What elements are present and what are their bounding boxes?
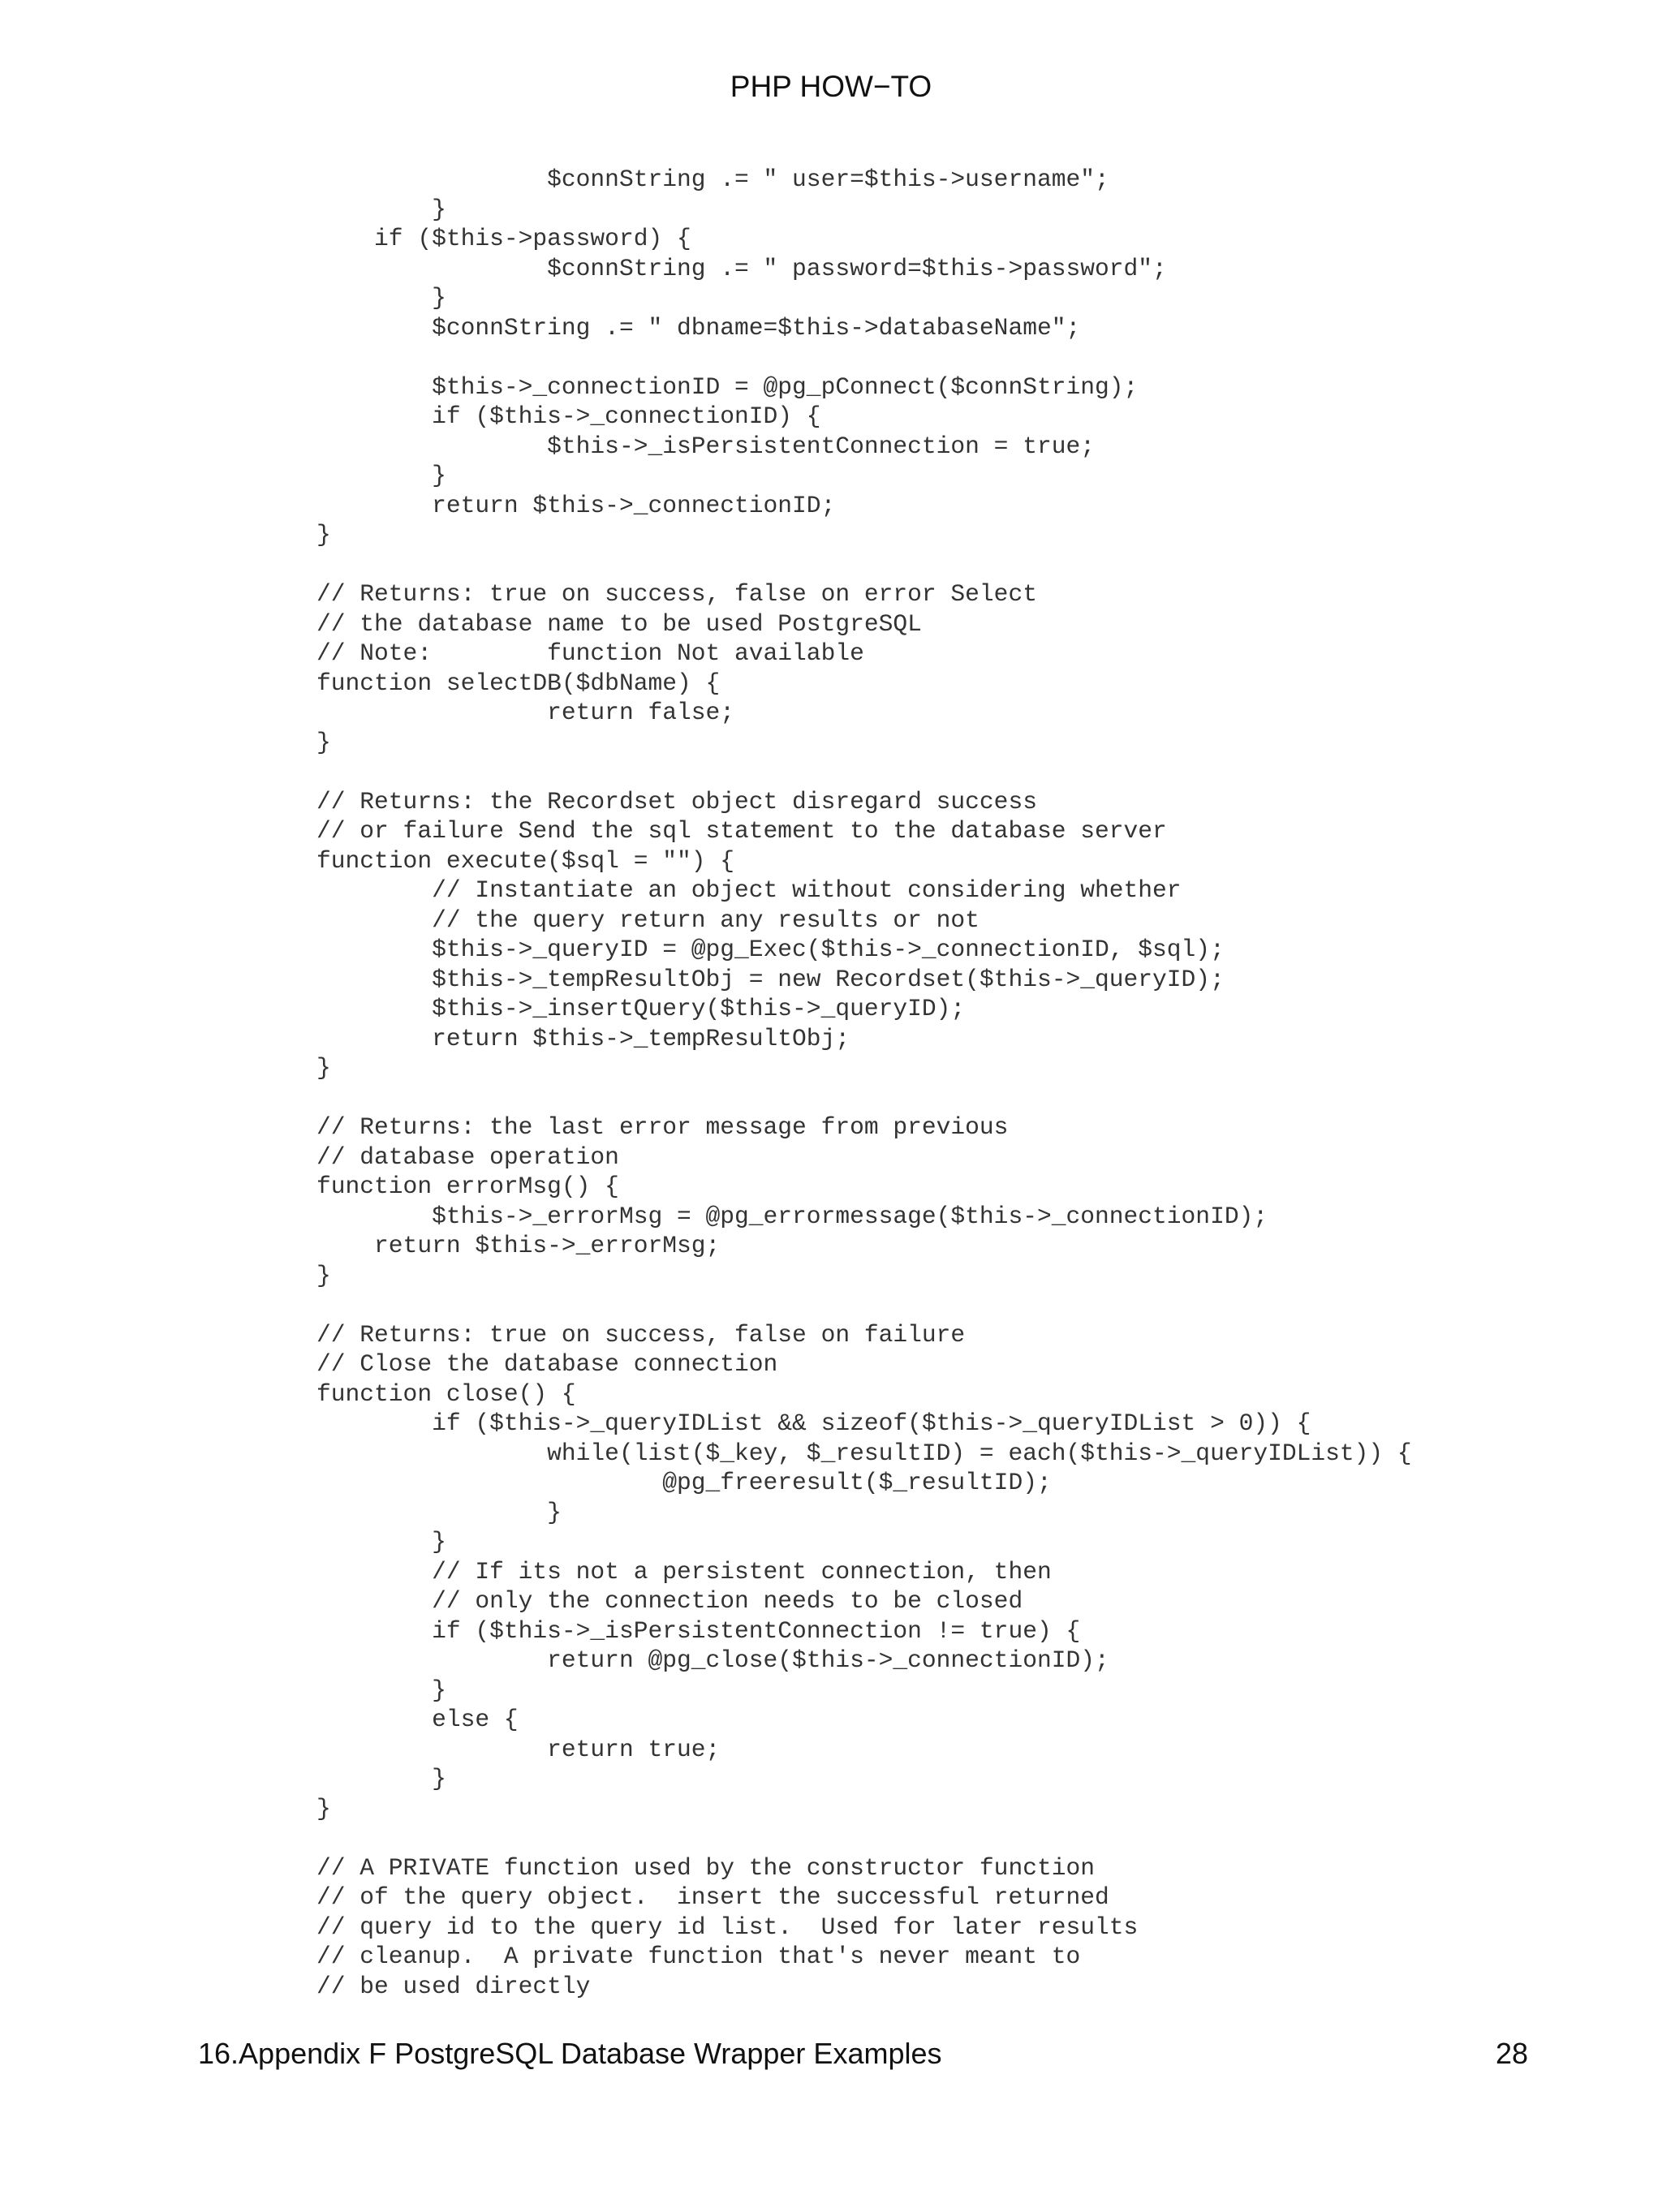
code-line: } (316, 1261, 331, 1289)
code-line: } (316, 1498, 562, 1526)
code-line: // or failure Send the sql statement to the database server (316, 817, 1167, 845)
page-number: 28 (1495, 2037, 1528, 2070)
code-line: } (316, 728, 331, 756)
code-line (316, 1823, 1412, 1853)
code-line (316, 342, 1412, 372)
code-line: $this->_connectionID = @pg_pConnect($connString); (316, 372, 1139, 401)
code-line: } (316, 1765, 446, 1792)
code-line: // database operation (316, 1143, 619, 1171)
code-line: while(list($_key, $_resultID) = each($this->_queryIDList)) { (316, 1439, 1412, 1467)
code-line: } (316, 1676, 446, 1704)
code-line: return @pg_close($this->_connectionID); (316, 1646, 1109, 1674)
code-line: $this->_queryID = @pg_Exec($this->_connectionID, $sql); (316, 936, 1225, 963)
code-line: } (316, 284, 446, 312)
code-line: else { (316, 1706, 519, 1733)
footer-section-title: 16.Appendix F PostgreSQL Database Wrapper Examples (198, 2037, 942, 2070)
code-line: return $this->_errorMsg; (316, 1232, 721, 1259)
code-line: // query id to the query id list. Used for later results (316, 1913, 1139, 1941)
code-line: function errorMsg() { (316, 1173, 619, 1200)
code-line (316, 550, 1412, 580)
code-line: $connString .= " password=$this->password"; (316, 254, 1167, 282)
code-line: return true; (316, 1735, 721, 1763)
code-line: // the database name to be used PostgreSQL (316, 609, 922, 638)
code-line: return $this->_connectionID; (316, 491, 836, 519)
code-line: $this->_tempResultObj = new Recordset($this->_queryID); (316, 965, 1225, 993)
code-line (316, 1083, 1412, 1113)
code-line: // Returns: the last error message from previous (316, 1113, 1009, 1141)
code-line: $this->_insertQuery($this->_queryID); (316, 995, 966, 1022)
code-line: @pg_freeresult($_resultID); (316, 1469, 1052, 1496)
code-block (316, 165, 1412, 2001)
code-line: $connString .= " dbname=$this->databaseName"; (316, 313, 1081, 342)
code-line: $connString .= " user=$this->username"; (316, 166, 1109, 193)
code-line: if ($this->_isPersistentConnection != true) { (316, 1616, 1081, 1645)
code-line: } (316, 521, 331, 549)
code-line: } (316, 1794, 331, 1823)
code-line: } (316, 1528, 446, 1556)
code-line: function execute($sql = "") { (316, 846, 735, 875)
code-line: $this->_isPersistentConnection = true; (316, 432, 1095, 460)
code-line: function selectDB($dbName) { (316, 669, 721, 697)
code-line (316, 1290, 1412, 1320)
code-line: return $this->_tempResultObj; (316, 1024, 850, 1052)
code-line: // of the query object. insert the successful returned (316, 1883, 1109, 1911)
code-line: // Returns: true on success, false on error Select (316, 580, 1037, 608)
code-line: } (316, 1054, 331, 1082)
code-line: $this->_errorMsg = @pg_errormessage($this->_connectionID); (316, 1202, 1268, 1230)
code-line: // only the connection needs to be closed (316, 1587, 1023, 1615)
code-line: // Instantiate an object without considering whether (316, 876, 1182, 904)
code-line: function close() { (316, 1379, 576, 1408)
code-line: // the query return any results or not (316, 906, 980, 934)
page-header-title: PHP HOW−TO (730, 70, 932, 103)
code-line: // Note: function Not available (316, 639, 864, 667)
code-line: } (316, 195, 446, 223)
code-line: return false; (316, 699, 735, 726)
code-line: if ($this->password) { (316, 225, 691, 252)
code-line: // cleanup. A private function that's never meant to (316, 1943, 1081, 1970)
code-line: // A PRIVATE function used by the constructor function (316, 1853, 1095, 1882)
code-line: // be used directly (316, 1972, 591, 2000)
code-line: // Close the database connection (316, 1350, 778, 1378)
code-line: if ($this->_connectionID) { (316, 402, 821, 430)
code-line: if ($this->_queryIDList && sizeof($this->_queryIDList > 0)) { (316, 1409, 1311, 1437)
code-line: // Returns: true on success, false on failure (316, 1320, 966, 1349)
code-line (316, 757, 1412, 787)
code-line: // Returns: the Recordset object disregard success (316, 787, 1037, 816)
code-line: } (316, 462, 446, 489)
code-line: // If its not a persistent connection, then (316, 1557, 1052, 1586)
